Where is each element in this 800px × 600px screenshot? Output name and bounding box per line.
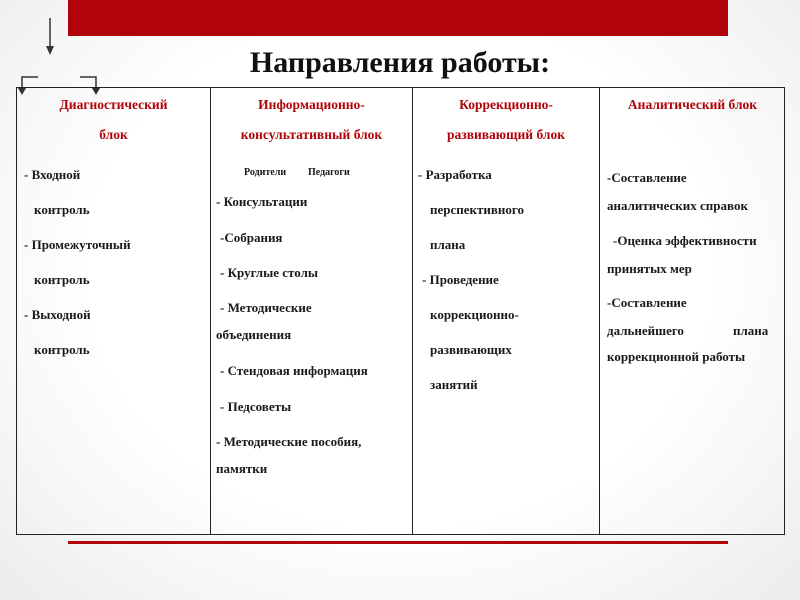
list-item: - Круглые столы [220, 265, 319, 280]
list-item: перспективного [430, 202, 524, 217]
list-item: аналитических справок [607, 198, 748, 213]
list-item: плана [430, 237, 466, 252]
list-item: плана [733, 323, 769, 338]
list-item: коррекционно- [430, 307, 519, 322]
list-item: -Оценка эффективности [613, 233, 757, 248]
header-line: блок [99, 127, 128, 142]
footer-line [68, 541, 728, 544]
list-item: коррекционной работы [607, 349, 746, 364]
list-item: занятий [430, 377, 478, 392]
list-item: объединения [216, 327, 292, 342]
list-item: - Проведение [422, 272, 499, 287]
list-item: - Выходной [24, 307, 91, 322]
header-line: консультативный блок [240, 127, 383, 142]
list-item: контроль [34, 342, 90, 357]
header-line: развивающий блок [447, 127, 565, 142]
list-item: контроль [34, 202, 90, 217]
list-item: памятки [216, 461, 268, 476]
list-item: - Методические [220, 300, 312, 315]
informational-block-column [210, 88, 412, 534]
list-item: контроль [34, 272, 90, 287]
list-item: - Консультации [216, 194, 308, 209]
list-item: - Методические пособия, [216, 434, 362, 449]
list-item: - Педсоветы [220, 399, 292, 414]
list-item: - Промежуточный [24, 237, 131, 252]
header-line: Информационно- [258, 97, 365, 112]
header-line: Аналитический блок [627, 97, 758, 112]
directions-table [16, 87, 785, 535]
header-line: Диагностический [59, 97, 168, 112]
teachers-label: Педагоги [308, 167, 350, 178]
list-item: -Составление [607, 170, 687, 185]
parents-label: Родители [244, 167, 287, 178]
correctional-block-column [412, 88, 599, 534]
column-header [413, 88, 599, 150]
column-header [600, 88, 785, 120]
list-item: дальнейшего [607, 323, 684, 338]
diagnostic-block-column [17, 88, 210, 534]
list-item: принятых мер [607, 261, 692, 276]
list-item: развивающих [430, 342, 512, 357]
header-bar [68, 0, 728, 36]
header-line: Коррекционно- [459, 97, 553, 112]
list-item: - Разработка [418, 167, 492, 182]
column-header [17, 88, 210, 150]
list-item: - Входной [24, 167, 81, 182]
analytical-block-column [599, 88, 785, 534]
list-item: -Собрания [220, 230, 283, 245]
column-header [211, 88, 412, 150]
list-item: -Составление [607, 295, 687, 310]
page-title: Направления работы: [249, 46, 551, 79]
list-item: - Стендовая информация [220, 363, 368, 378]
